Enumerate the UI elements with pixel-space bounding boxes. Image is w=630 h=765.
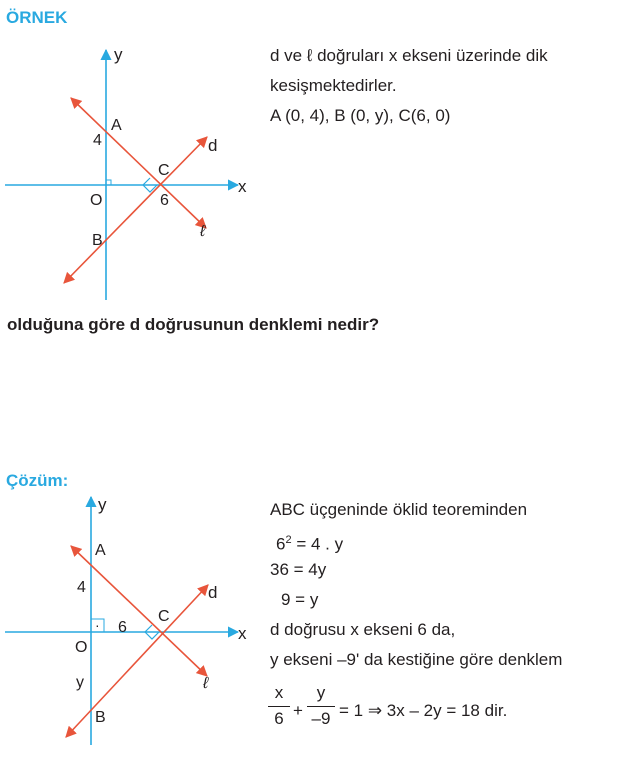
example-x-label: x bbox=[238, 177, 247, 196]
example-label-6: 6 bbox=[160, 192, 169, 209]
example-label-l: ℓ bbox=[200, 223, 206, 240]
solution-label-c: C bbox=[158, 608, 170, 625]
example-statement-line-2: kesişmektedirler. bbox=[270, 76, 397, 95]
solution-line-2: 36 = 4y bbox=[270, 560, 327, 579]
solution-label-4: 4 bbox=[77, 579, 86, 596]
solution-label-d: d bbox=[208, 583, 218, 602]
fraction-2-denominator: –9 bbox=[311, 709, 331, 728]
fraction-x-over-6 bbox=[268, 683, 290, 729]
solution-y-label: y bbox=[98, 495, 107, 514]
power-rest: = 4 . y bbox=[291, 534, 344, 554]
example-label-o: O bbox=[90, 192, 103, 209]
example-question: olduğuna göre d doğrusunun denklemi nedir? bbox=[7, 315, 380, 334]
example-heading: ÖRNEK bbox=[6, 8, 68, 27]
fraction-2-bar bbox=[307, 706, 335, 707]
solution-label-a: A bbox=[95, 542, 106, 559]
fraction-y-over-minus-9 bbox=[307, 683, 335, 729]
power-base: 6 bbox=[276, 534, 286, 554]
solution-line-d bbox=[66, 585, 208, 737]
example-label-4: 4 bbox=[93, 132, 102, 149]
solution-right-angle-dot: · bbox=[95, 617, 100, 633]
fraction-2-numerator: y bbox=[316, 683, 326, 702]
example-label-b: B bbox=[92, 232, 103, 249]
fraction-1-numerator: x bbox=[274, 683, 284, 702]
example-line-d bbox=[64, 137, 207, 283]
solution-line-1: ABC üçgeninde öklid teoreminden bbox=[270, 500, 528, 519]
solution-label-o: O bbox=[75, 639, 88, 656]
example-label-a: A bbox=[111, 117, 122, 134]
solution-label-l: ℓ bbox=[203, 675, 209, 692]
example-label-d: d bbox=[208, 136, 218, 155]
example-statement-line-1: d ve ℓ doğruları x ekseni üzerinde dik bbox=[270, 46, 548, 65]
equation-result: = 1 ⇒ 3x – 2y = 18 dir. bbox=[339, 701, 508, 720]
example-label-c: C bbox=[158, 162, 170, 179]
solution-label-b: B bbox=[95, 709, 106, 726]
solution-line-3: 9 = y bbox=[281, 590, 319, 609]
solution-label-y: y bbox=[76, 674, 84, 691]
solution-label-6: 6 bbox=[118, 619, 127, 636]
power-exponent: 2 bbox=[285, 534, 292, 546]
solution-line-5: y ekseni –9' da kestiğine göre denklem bbox=[270, 650, 563, 669]
example-statement-line-3: A (0, 4), B (0, y), C(6, 0) bbox=[270, 106, 451, 125]
equation-plus: + bbox=[293, 701, 303, 720]
fraction-1-denominator: 6 bbox=[274, 709, 284, 728]
solution-x-label: x bbox=[238, 624, 247, 643]
solution-heading: Çözüm: bbox=[6, 471, 69, 490]
example-y-label: y bbox=[114, 45, 123, 64]
solution-line-4: d doğrusu x ekseni 6 da, bbox=[270, 620, 456, 639]
fraction-1-bar bbox=[268, 706, 290, 707]
